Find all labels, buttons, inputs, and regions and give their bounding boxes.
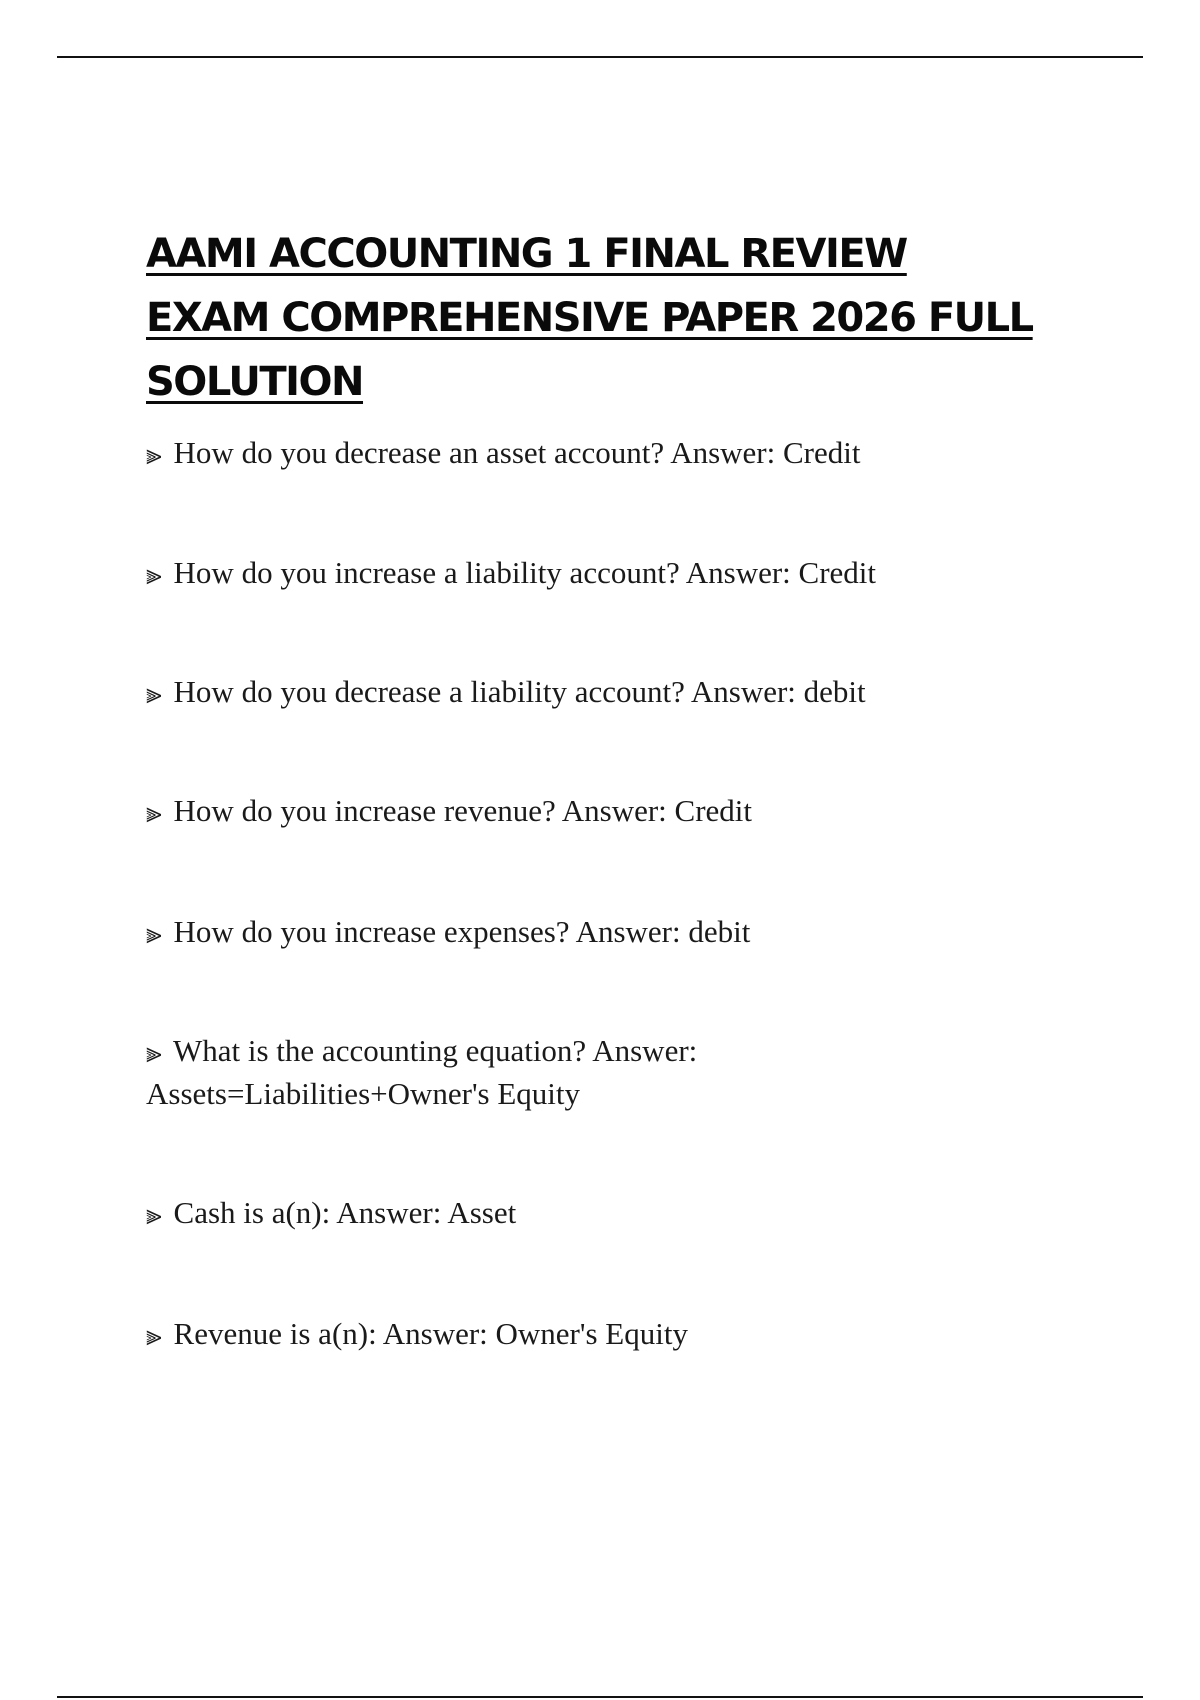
question-item <box>146 1192 1106 1235</box>
top-rule <box>57 56 1143 58</box>
document-body <box>146 222 1106 1352</box>
question-item <box>146 911 1106 954</box>
question-text: Cash is a(n): Answer: Asset <box>173 1195 517 1230</box>
arrow-bullet-icon: ⫸ <box>146 438 162 471</box>
arrow-bullet-icon: ⫸ <box>146 796 162 829</box>
title-line-1: AAMI ACCOUNTING 1 FINAL REVIEW <box>146 231 907 277</box>
bottom-rule <box>57 1696 1143 1698</box>
question-item <box>146 432 1106 475</box>
arrow-bullet-icon: ⫸ <box>146 677 162 710</box>
title-line-2: EXAM COMPREHENSIVE PAPER 2026 FULL <box>146 295 1033 341</box>
arrow-bullet-icon: ⫸ <box>146 1319 162 1352</box>
question-text: What is the accounting equation? Answer: Assets=Liabilities+Owner's Equity <box>146 1033 698 1111</box>
question-text: How do you decrease a liability account? Answer: debit <box>173 674 866 709</box>
question-text: How do you decrease an asset account? Answer: Credit <box>173 435 861 470</box>
question-item <box>146 552 1106 595</box>
arrow-bullet-icon: ⫸ <box>146 558 162 591</box>
arrow-bullet-icon: ⫸ <box>146 1036 162 1069</box>
question-item <box>146 790 1106 833</box>
question-text: How do you increase a liability account? Answer: Credit <box>173 555 877 590</box>
title-line-3: SOLUTION <box>146 359 364 405</box>
question-text: Revenue is a(n): Answer: Owner's Equity <box>173 1316 688 1351</box>
arrow-bullet-icon: ⫸ <box>146 917 162 950</box>
question-item <box>146 1030 766 1115</box>
arrow-bullet-icon: ⫸ <box>146 1198 162 1231</box>
question-text: How do you increase expenses? Answer: debit <box>173 914 751 949</box>
document-title <box>146 222 1106 414</box>
question-text: How do you increase revenue? Answer: Credit <box>173 793 753 828</box>
question-item <box>146 1313 1106 1356</box>
question-item <box>146 671 1106 714</box>
